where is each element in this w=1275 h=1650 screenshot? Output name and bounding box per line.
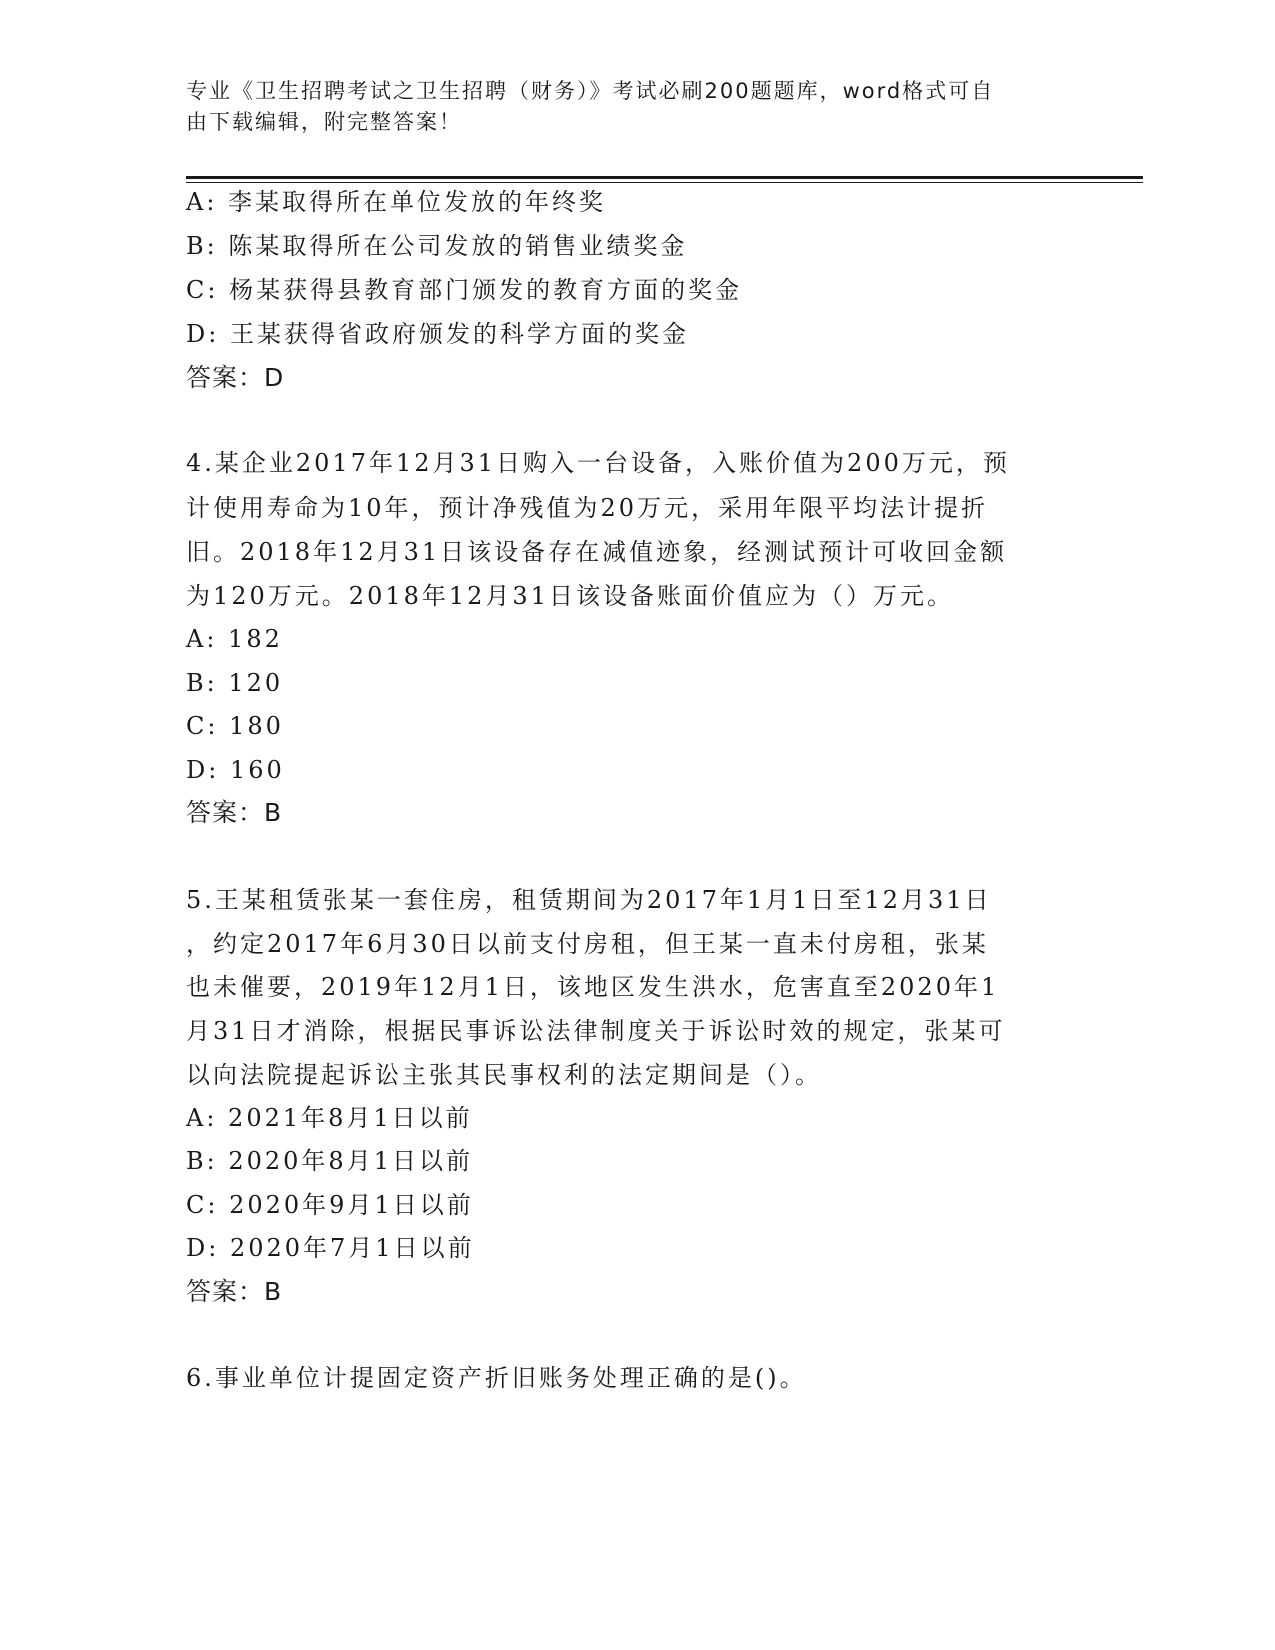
q4-answer: 答案：B (186, 798, 283, 827)
q3-answer: 答案：D (186, 363, 285, 392)
q5-stem-line-3: 也未催要，2019年12月1日，该地区发生洪水，危害直至2020年1 (186, 973, 1000, 1001)
q5-stem-line-2: ，约定2017年6月30日以前支付房租，但王某一直未付房租，张某 (186, 930, 989, 958)
q5-option-d: D: 2020年7月1日以前 (186, 1234, 475, 1262)
q4-option-c: C: 180 (186, 712, 284, 740)
q3-option-a: A: 李某取得所在单位发放的年终奖 (186, 188, 607, 216)
header-line-1: 专业《卫生招聘考试之卫生招聘（财务）》考试必刷200题题库，word格式可自 (186, 79, 995, 103)
q5-stem-line-5: 以向法院提起诉讼主张其民事权利的法定期间是（）。 (186, 1061, 822, 1089)
q5-stem-line-4: 月31日才消除，根据民事诉讼法律制度关于诉讼时效的规定，张某可 (186, 1017, 1006, 1045)
q5-option-a: A: 2021年8月1日以前 (186, 1104, 473, 1132)
q3-option-b: B: 陈某取得所在公司发放的销售业绩奖金 (186, 232, 688, 260)
q5-option-c: C: 2020年9月1日以前 (186, 1191, 474, 1219)
q4-option-a: A: 182 (186, 625, 283, 653)
q3-option-c: C: 杨某获得县教育部门颁发的教育方面的奖金 (186, 276, 743, 304)
header-divider-thin (186, 182, 1143, 183)
q5-option-b: B: 2020年8月1日以前 (186, 1147, 473, 1175)
header-line-2: 由下载编辑，附完整答案！ (186, 110, 462, 134)
q4-stem-line-1: 4.某企业2017年12月31日购入一台设备，入账价值为200万元，预 (186, 449, 1010, 477)
header-divider-thick (186, 176, 1143, 179)
q4-stem-line-3: 旧。2018年12月31日该设备存在减值迹象，经测试预计可收回金额 (186, 538, 1008, 566)
q3-option-d: D: 王某获得省政府颁发的科学方面的奖金 (186, 320, 689, 348)
q4-stem-line-4: 为120万元。2018年12月31日该设备账面价值应为（）万元。 (186, 582, 954, 610)
q4-option-d: D: 160 (186, 756, 285, 784)
q6-stem-line-1: 6.事业单位计提固定资产折旧账务处理正确的是()。 (186, 1364, 807, 1392)
q4-stem-line-2: 计使用寿命为10年，预计净残值为20万元，采用年限平均法计提折 (186, 494, 989, 522)
q4-option-b: B: 120 (186, 669, 284, 697)
q5-answer: 答案：B (186, 1277, 283, 1306)
q5-stem-line-1: 5.王某租赁张某一套住房，租赁期间为2017年1月1日至12月31日 (186, 886, 992, 914)
document-header (186, 76, 1066, 138)
